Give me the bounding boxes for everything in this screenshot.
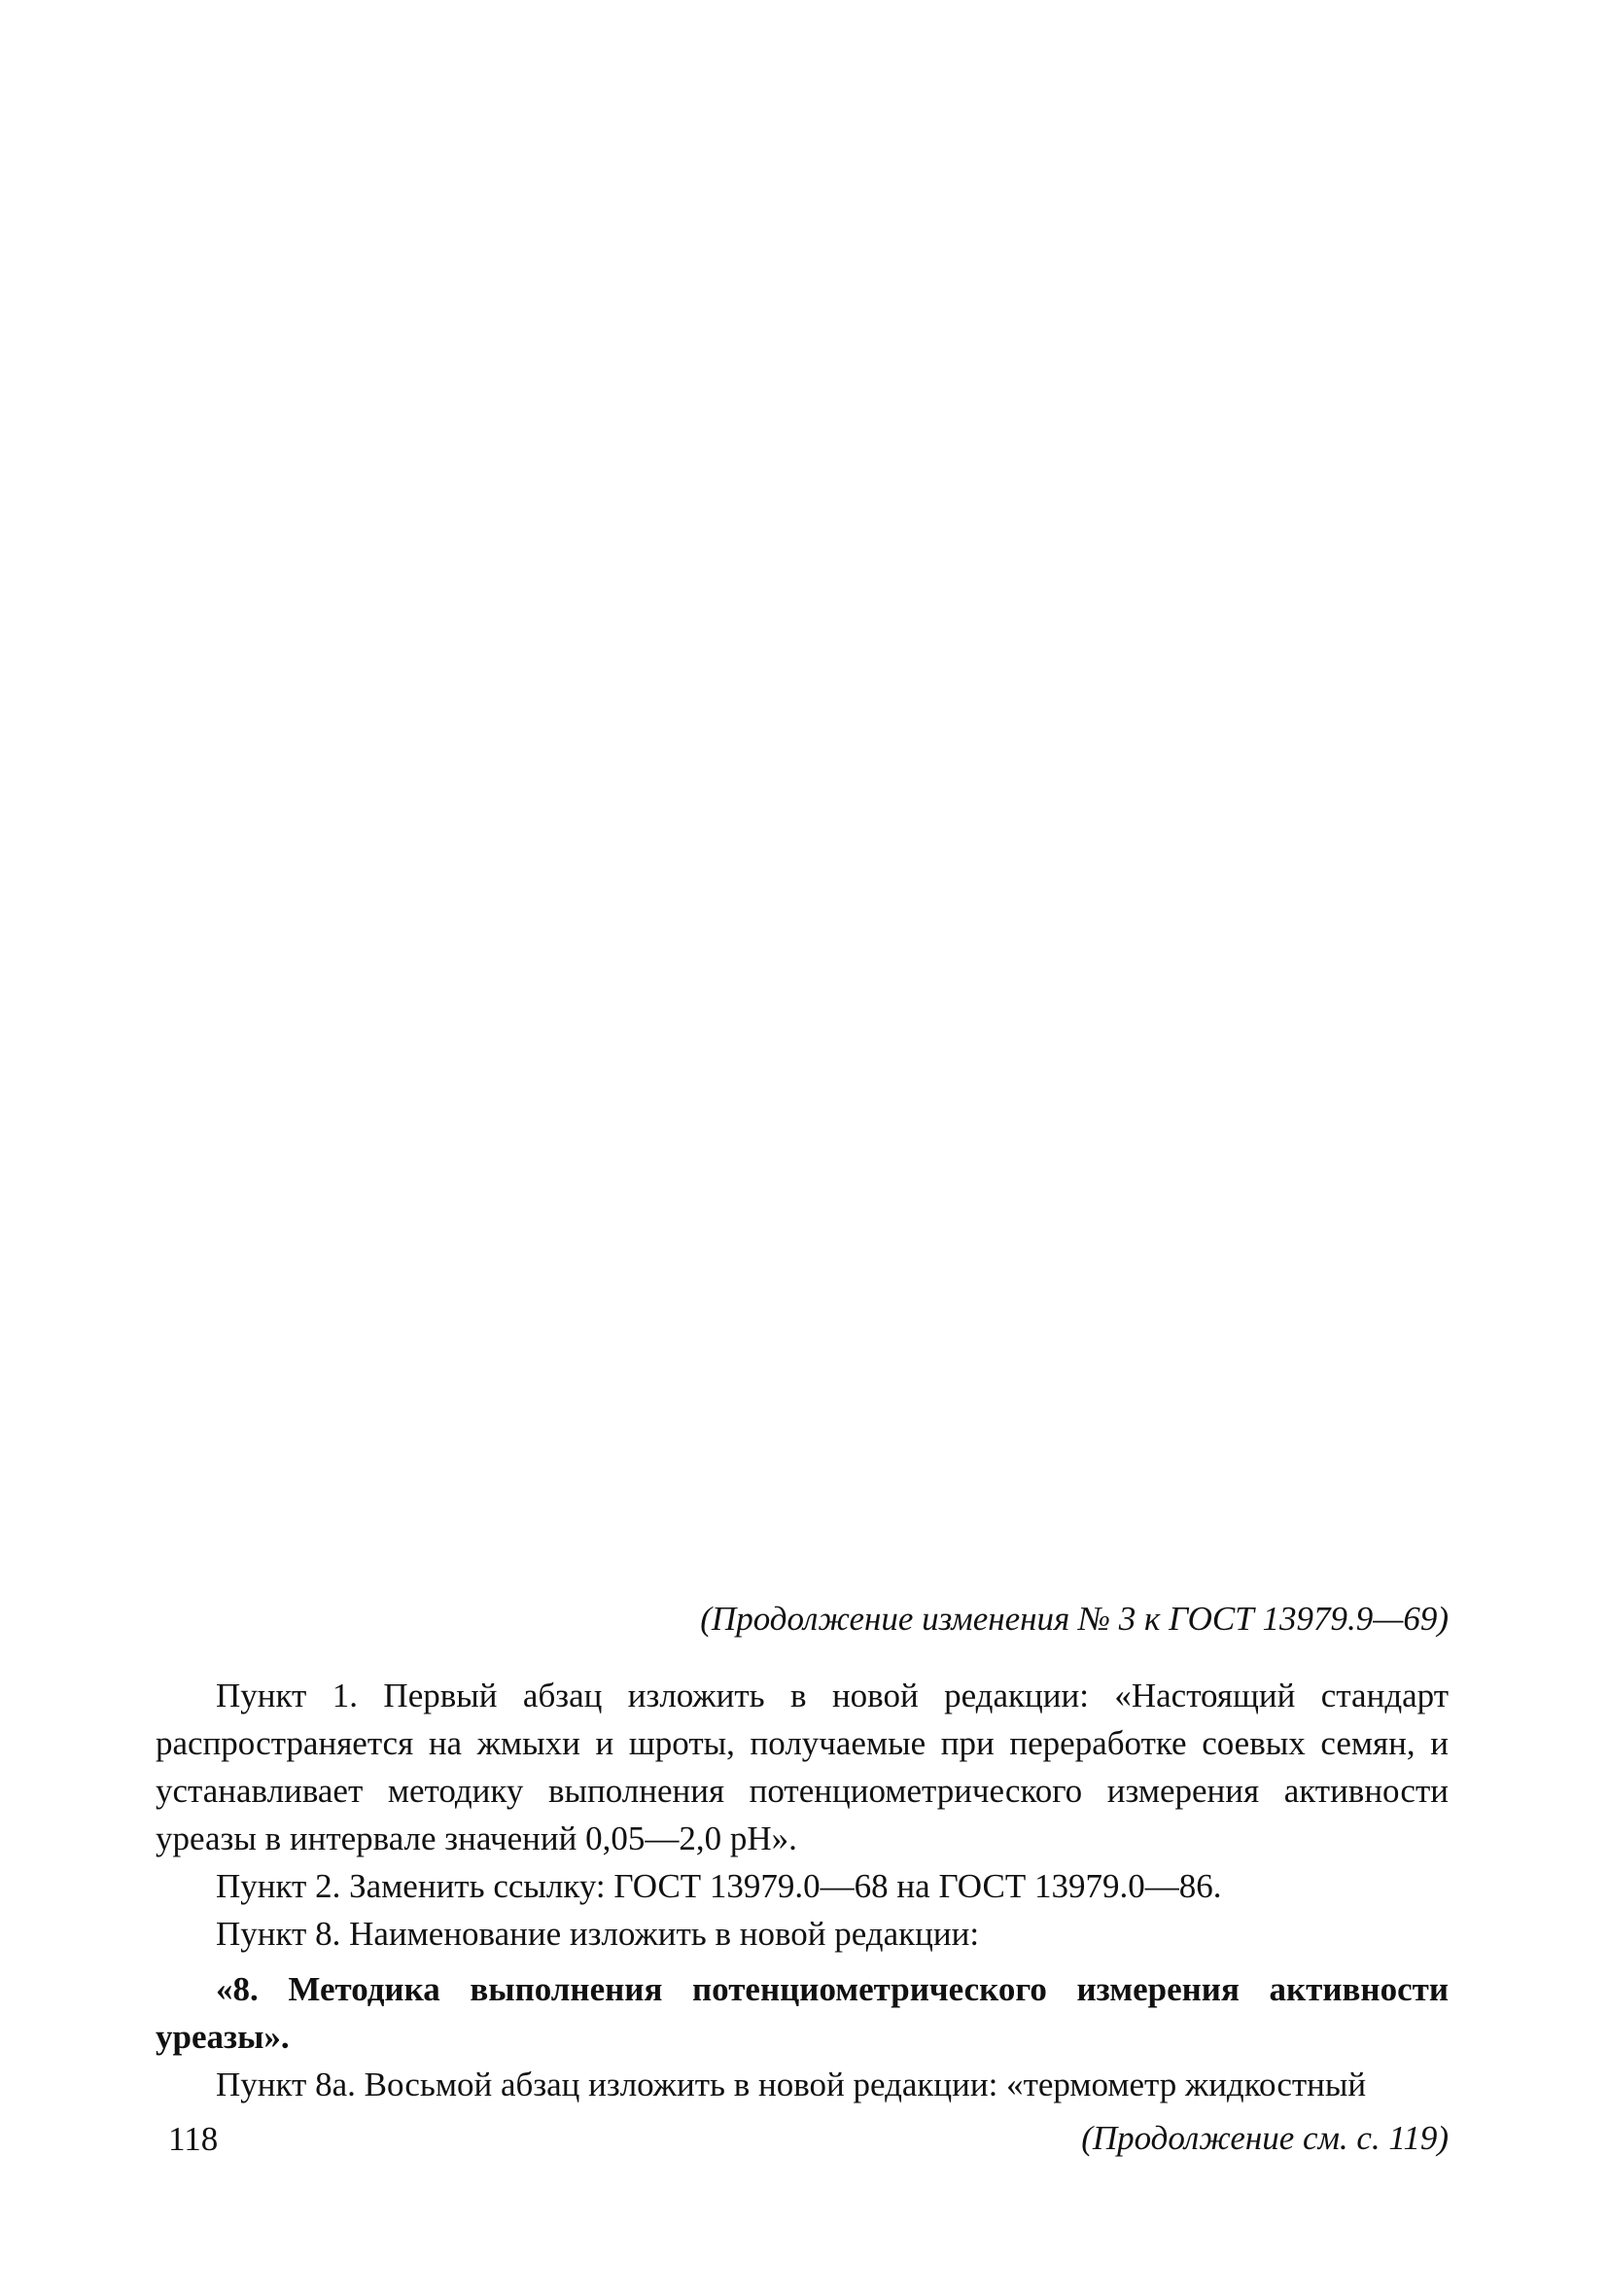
continuation-header: (Продолжение изменения № 3 к ГОСТ 13979.9—69) — [700, 1600, 1449, 1638]
document-body — [156, 1595, 1449, 2162]
section-title-8: «8. Методика выполнения потенциометрического измерения активности уреазы». — [156, 1970, 1449, 2056]
paragraph-item-2: Пункт 2. Заменить ссылку: ГОСТ 13979.0—68 на ГОСТ 13979.0—86. — [216, 1867, 1222, 1905]
page-number: 118 — [168, 2120, 219, 2158]
paragraph-item-8a: Пункт 8а. Восьмой абзац изложить в новой редакции: «термометр жидкостный — [216, 2066, 1367, 2103]
paragraph-item-8: Пункт 8. Наименование изложить в новой редакции: — [216, 1915, 980, 1953]
paragraph-item-1: Пункт 1. Первый абзац изложить в новой редакции: «Настоящий стандарт распространяется на жмыхи и шроты, получаемые при переработке соевых семян, и устанавливает методику выполнения потенциометрического измерения активности уреазы в интервале значений 0,05—2,0 рН». — [156, 1677, 1449, 1857]
continuation-footer: (Продолжение см. с. 119) — [1081, 2119, 1449, 2157]
